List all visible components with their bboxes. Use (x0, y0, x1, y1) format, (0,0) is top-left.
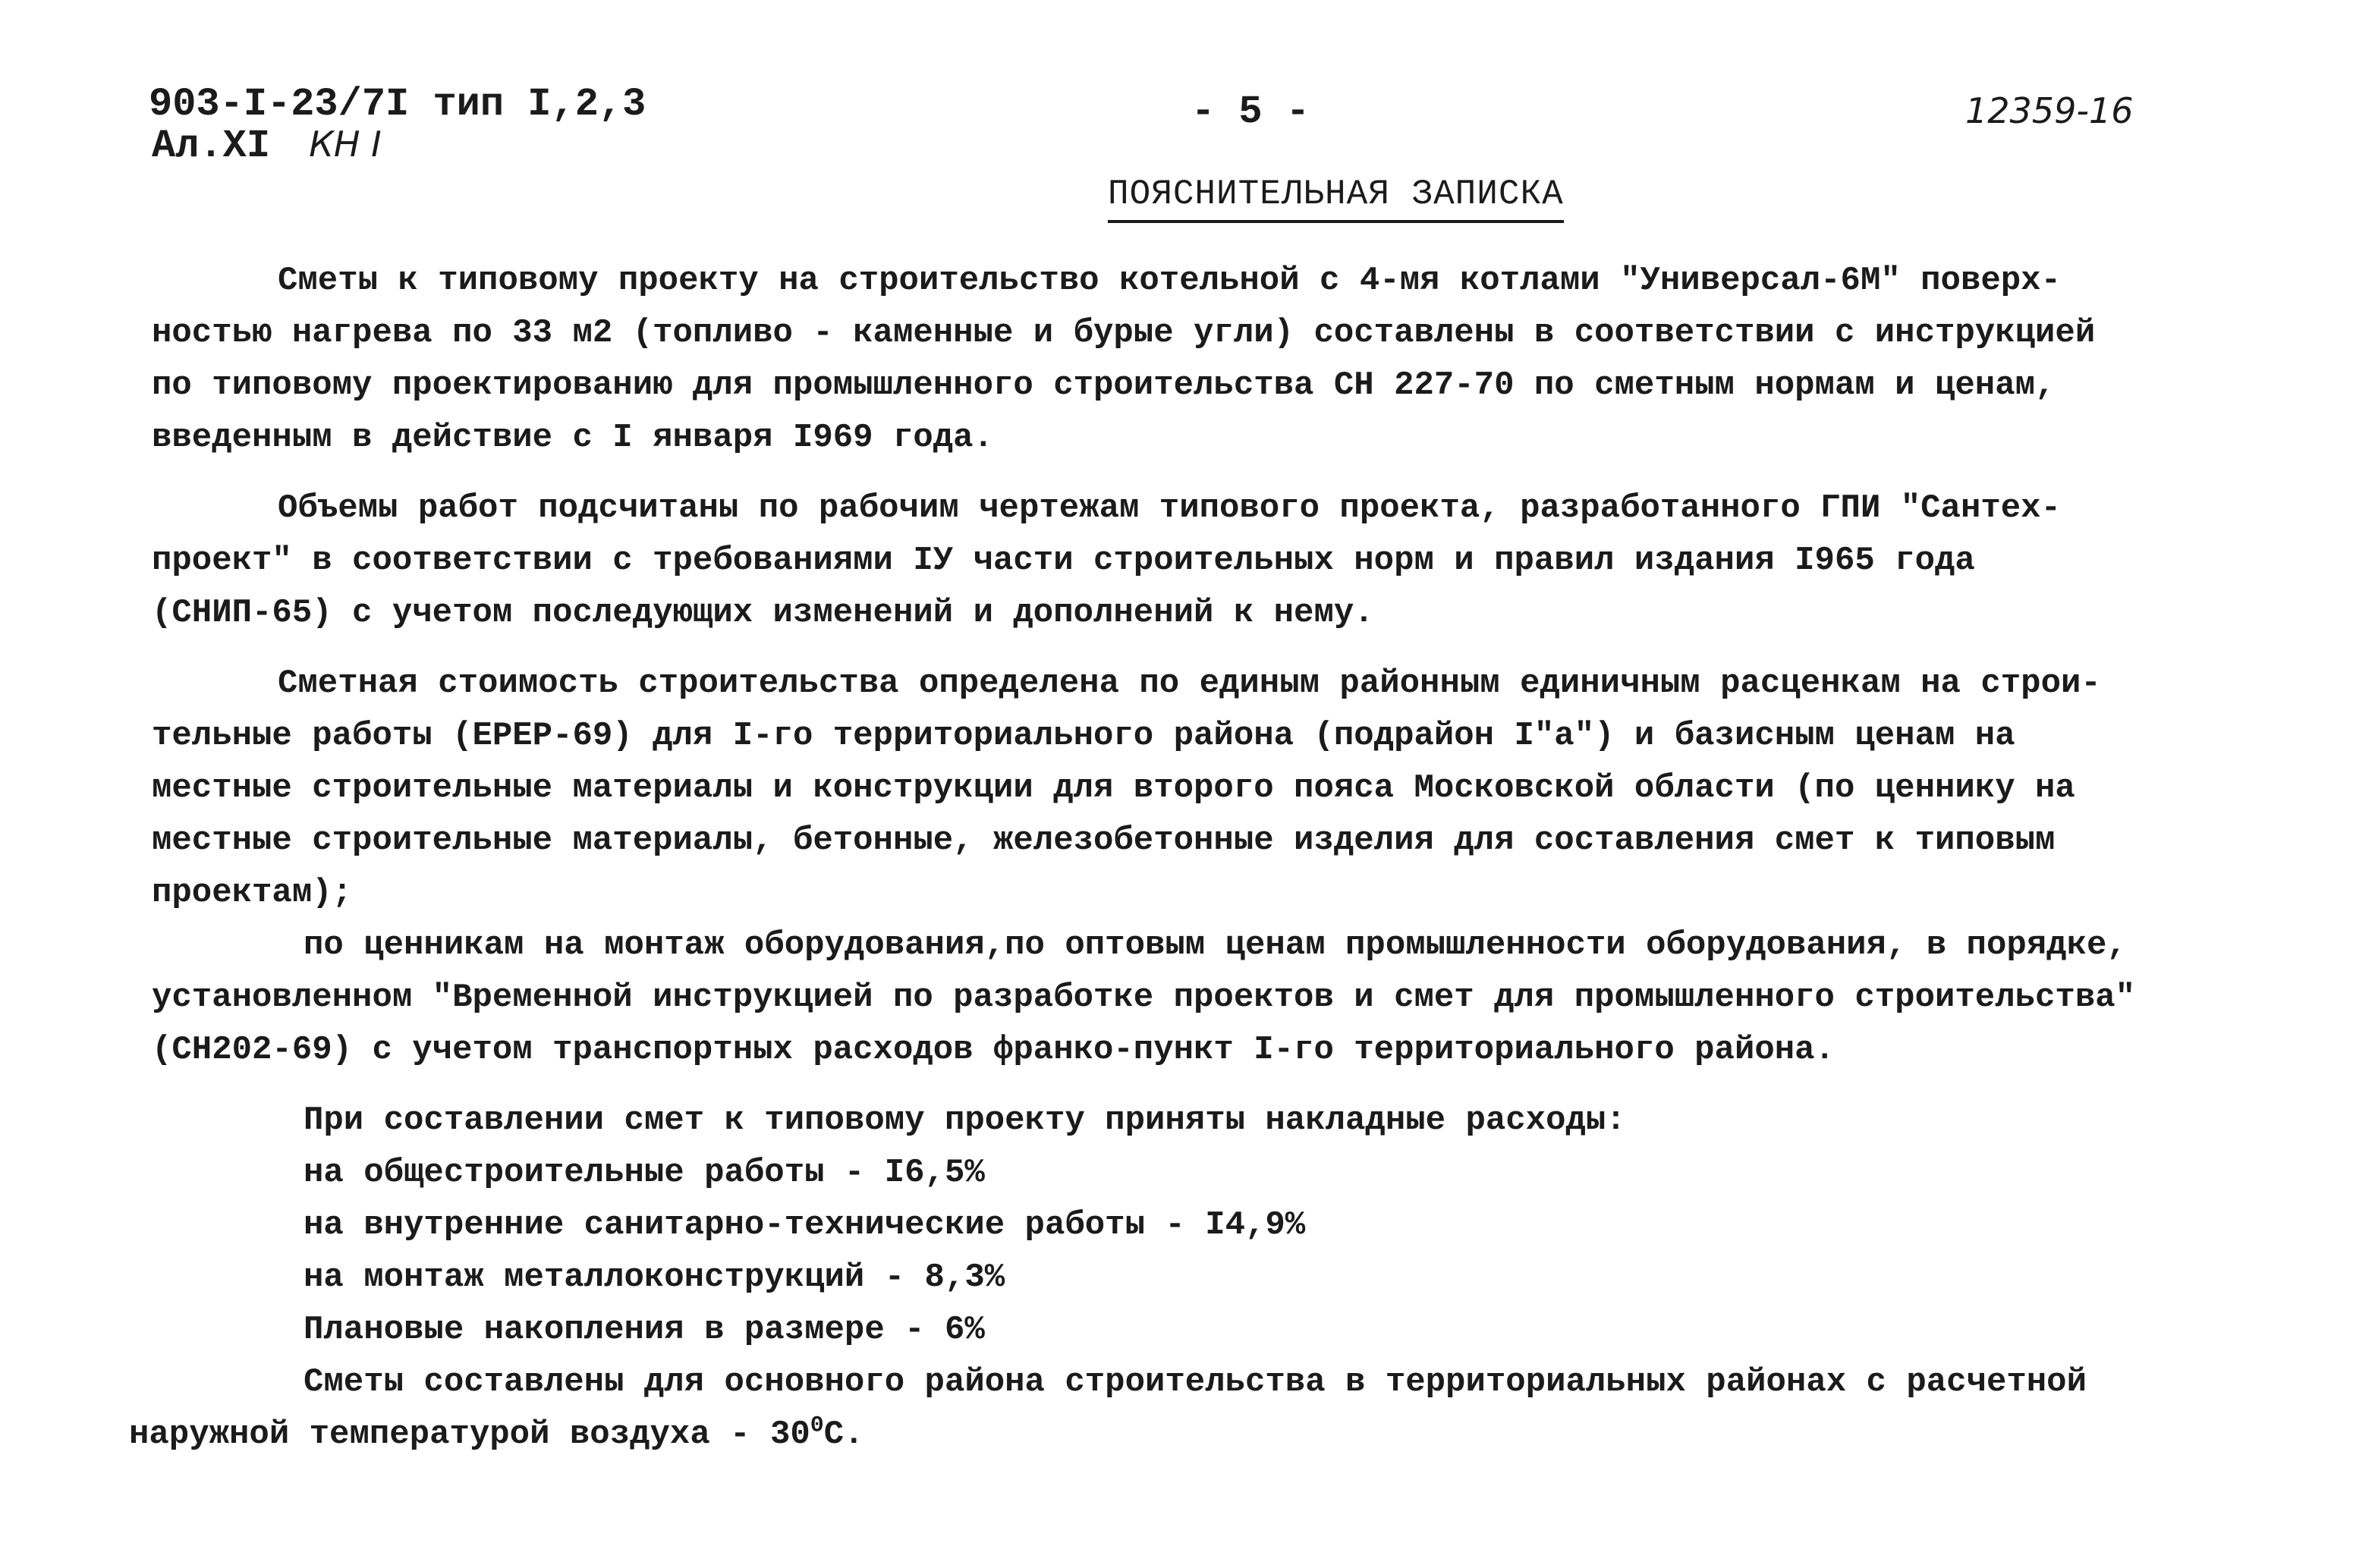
text-line: проект" в соответствии с требованиями IУ части строительных норм и правил издания I965 года (152, 542, 1975, 580)
album-label (152, 121, 382, 169)
album-handwritten-mark: КН I (309, 124, 382, 165)
planned-savings: Плановые накопления в размере - 6% (304, 1311, 985, 1349)
text-line: введенным в действие с I января I969 года. (152, 419, 993, 457)
text-line: тельные работы (ЕРЕР-69) для I-го территориального района (подрайон I"а") и базисным ценам на (152, 717, 2015, 755)
paragraph-overheads (129, 1095, 2246, 1461)
text-line: (СНИП-65) с учетом последующих изменений и дополнений к нему. (152, 594, 1374, 632)
text-line: При составлении смет к типовому проекту приняты накладные расходы: (304, 1101, 1626, 1139)
text-line: установленном "Временной инструкцией по разработке проектов и смет для промышленного строительства" (152, 979, 2136, 1017)
text-line: (СН202-69) с учетом транспортных расходов франко-пункт I-го территориального района. (152, 1031, 1835, 1069)
document-body (129, 255, 2246, 1461)
paragraph-work-volumes (152, 482, 2246, 639)
text-line: проектам); (152, 874, 353, 912)
text-line: местные строительные материалы, бетонные, железобетонные изделия для составления смет к типовым (152, 822, 2056, 859)
album-text: Ал.XI (152, 124, 271, 168)
inventory-number: 12359-16 (1965, 90, 2134, 131)
document-title: ПОЯСНИТЕЛЬНАЯ ЗАПИСКА (1108, 174, 1564, 223)
document-code (149, 82, 646, 127)
doc-code-text: 903-I-23/7I тип I,2,3 (149, 82, 646, 127)
text-line-temperature: наружной температурой воздуха - $30^0С$. (129, 1412, 864, 1453)
paragraph-equipment-prices (152, 919, 2246, 1076)
degree-superscript: 0 (810, 1412, 824, 1439)
overhead-metal-structures: на монтаж металлоконструкций - 8,3% (304, 1258, 1005, 1296)
text-line: Сметы составлены для основного района строительства в территориальных районах с расчетной (304, 1363, 2087, 1401)
overhead-general-construction: на общестроительные работы - I6,5% (304, 1154, 985, 1192)
text-line: по типовому проектированию для промышленного строительства СН 227-70 по сметным нормам и ценам, (152, 366, 2056, 404)
paragraph-estimates-intro (152, 255, 2246, 464)
text-line: Сметы к типовому проекту на строительство котельной с 4-мя котлами "Универсал-6М" поверх- (278, 262, 2061, 300)
text-line: местные строительные материалы и конструкции для второго пояса Московской области (по ценнику на (152, 769, 2075, 807)
text-line: Объемы работ подсчитаны по рабочим чертежам типового проекта, разработанного ГПИ "Сантех- (278, 489, 2061, 527)
text-line: Сметная стоимость строительства определена по единым районным единичным расценкам на строи- (278, 665, 2101, 702)
overhead-sanitary-technical: на внутренние санитарно-технические работы - I4,9% (304, 1206, 1306, 1244)
page-number: - 5 - (1191, 90, 1310, 134)
paragraph-estimated-cost (152, 658, 2246, 919)
text-line: по ценникам на монтаж оборудования,по оптовым ценам промышленности оборудования, в порядке, (304, 926, 2127, 964)
text-line: ностью нагрева по 33 м2 (топливо - каменные и бурые угли) составлены в соответствии с инструкцией (152, 314, 2096, 352)
